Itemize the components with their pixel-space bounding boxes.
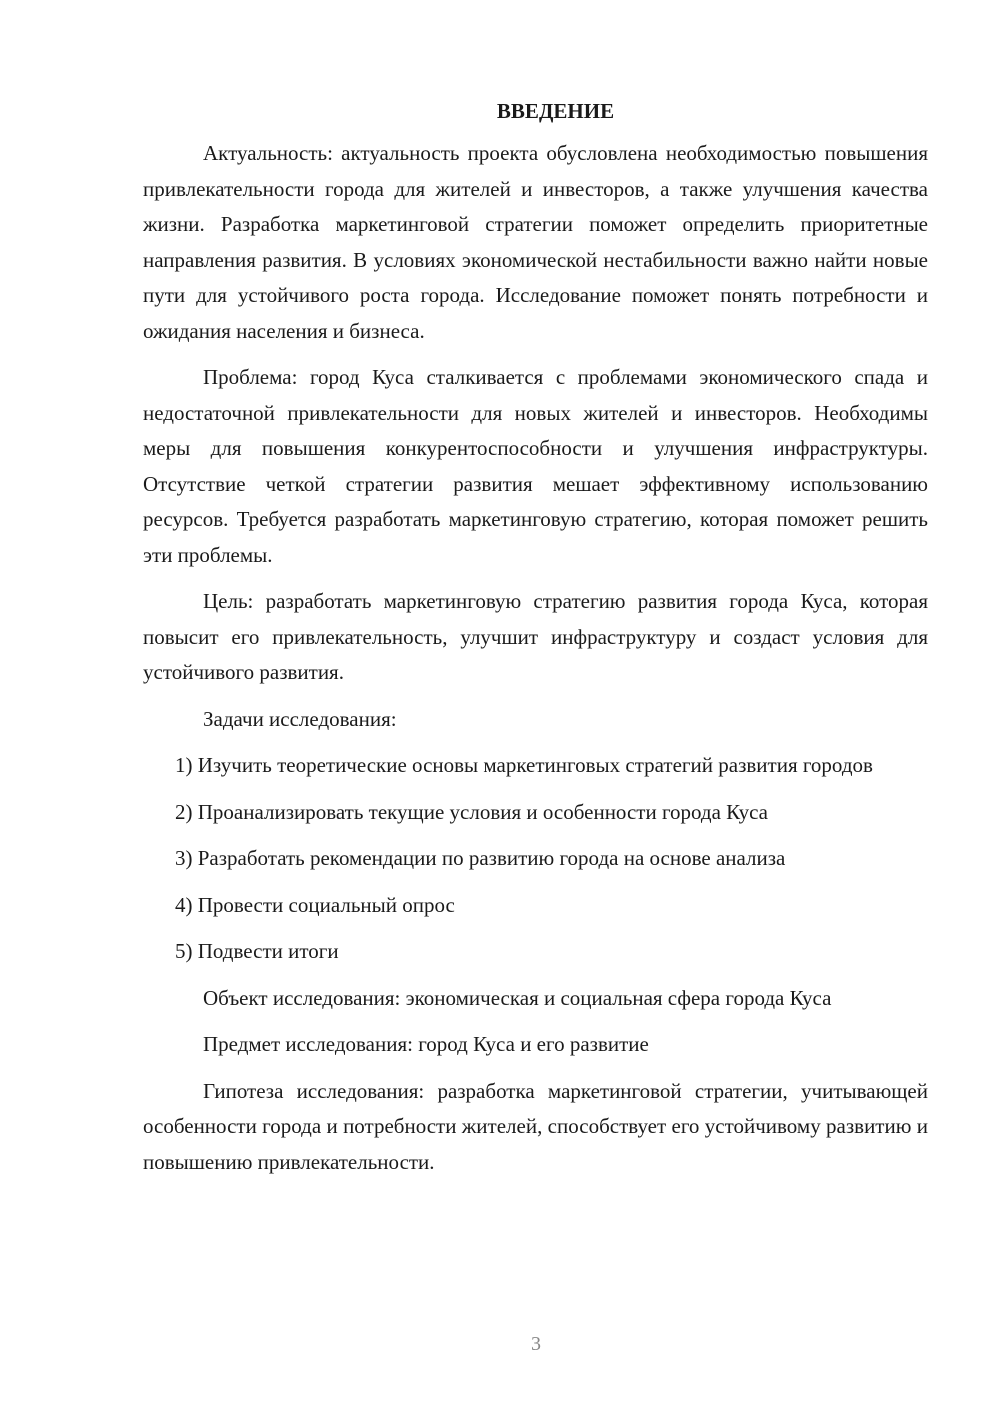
- relevance-paragraph: Актуальность: актуальность проекта обусловлена необходимостью повышения привлекательности города для жителей и инвесторов, а также улучшения качества жизни. Разработка маркетинговой стратегии поможет определить приоритетные направления развития. В условиях экономической нестабильности важно найти новые пути для устойчивого роста города. Исследование поможет понять потребности и ожидания населения и бизнеса.: [143, 141, 928, 343]
- document-page: [143, 96, 928, 1180]
- task-item: 3) Разработать рекомендации по развитию города на основе анализа: [175, 846, 786, 870]
- tasks-list: [143, 748, 928, 970]
- hypothesis-paragraph: Гипотеза исследования: разработка маркетинговой стратегии, учитывающей особенности города и потребности жителей, способствует его устойчивому развитию и повышению привлекательности.: [143, 1078, 928, 1174]
- object-paragraph: Объект исследования: экономическая и социальная сфера города Куса: [203, 985, 832, 1010]
- task-item: 2) Проанализировать текущие условия и особенности города Куса: [175, 799, 769, 824]
- task-item: 5) Подвести итоги: [175, 939, 339, 963]
- goal-paragraph: Цель: разработать маркетинговую стратегию развития города Куса, которая повысит его привлекательность, улучшит инфраструктуру и создаст условия для устойчивого развития.: [143, 589, 928, 684]
- section-heading: ВВЕДЕНИЕ: [496, 99, 615, 123]
- task-item: 1) Изучить теоретические основы маркетинговых стратегий развития городов: [175, 753, 873, 777]
- task-item: 4) Провести социальный опрос: [175, 892, 455, 917]
- problem-paragraph: Проблема: город Куса сталкивается с проблемами экономического спада и недостаточной привлекательности для новых жителей и инвесторов. Необходимы меры для повышения конкурентоспособности и улучшения инфраструктуры. Отсутствие четкой стратегии развития мешает эффективному использованию ресурсов. Требуется разработать маркетинговую стратегию, которая поможет решить эти проблемы.: [143, 365, 928, 567]
- subject-paragraph: Предмет исследования: город Куса и его развитие: [203, 1032, 649, 1056]
- tasks-intro: Задачи исследования:: [203, 706, 397, 731]
- page-number: 3: [531, 1333, 541, 1355]
